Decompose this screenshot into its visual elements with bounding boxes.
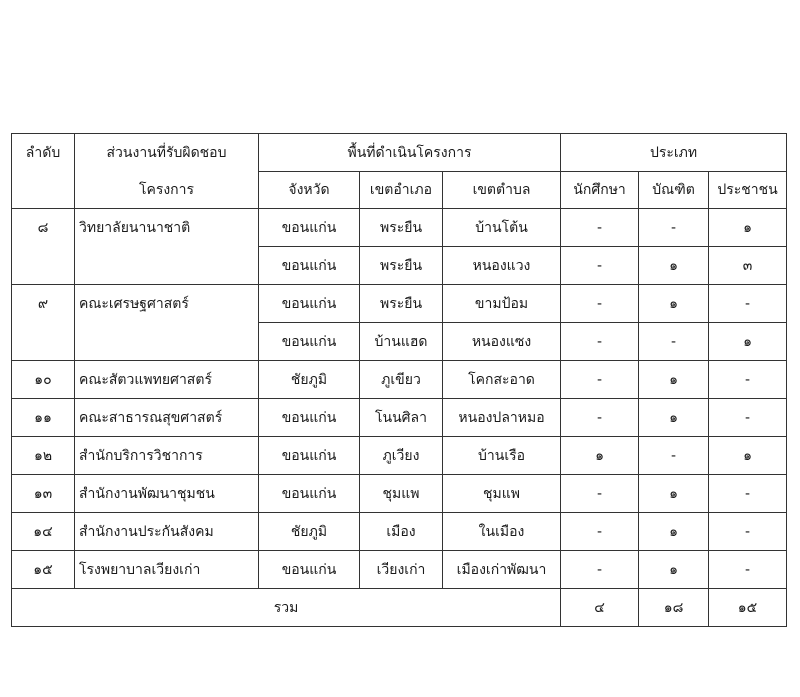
row-graduate: ๑ <box>639 247 709 285</box>
row-public: - <box>709 285 787 323</box>
header-area: พื้นที่ดำเนินโครงการ <box>259 134 561 172</box>
row-public: ๓ <box>709 247 787 285</box>
row-district: เวียงเก่า <box>360 551 443 589</box>
row-district: โนนศิลา <box>360 399 443 437</box>
row-no <box>12 323 75 361</box>
row-province: ขอนแก่น <box>259 323 360 361</box>
header-public: ประชาชน <box>709 172 787 209</box>
row-student: - <box>561 361 639 399</box>
header-order: ลำดับ <box>12 134 75 172</box>
row-student: - <box>561 551 639 589</box>
row-district: พระยืน <box>360 247 443 285</box>
total-graduate: ๑๘ <box>639 589 709 627</box>
table-row <box>12 285 787 323</box>
total-label: รวม <box>12 589 561 627</box>
row-district: ภูเขียว <box>360 361 443 399</box>
row-graduate: ๑ <box>639 513 709 551</box>
row-subdistrict: บ้านโต้น <box>443 209 561 247</box>
row-student: - <box>561 285 639 323</box>
header-unit-line1: ส่วนงานที่รับผิดชอบ <box>75 134 259 172</box>
row-public: ๑ <box>709 437 787 475</box>
row-student: - <box>561 209 639 247</box>
row-public: - <box>709 475 787 513</box>
header-row-2 <box>12 172 787 209</box>
row-subdistrict: บ้านเรือ <box>443 437 561 475</box>
row-graduate: - <box>639 209 709 247</box>
row-student: - <box>561 513 639 551</box>
total-student: ๔ <box>561 589 639 627</box>
row-unit: คณะเศรษฐศาสตร์ <box>75 285 259 323</box>
row-unit <box>75 247 259 285</box>
row-no: ๑๒ <box>12 437 75 475</box>
header-type: ประเภท <box>561 134 787 172</box>
row-graduate: - <box>639 323 709 361</box>
row-public: - <box>709 551 787 589</box>
row-unit: สำนักบริการวิชาการ <box>75 437 259 475</box>
row-subdistrict: ชุมแพ <box>443 475 561 513</box>
row-subdistrict: หนองปลาหมอ <box>443 399 561 437</box>
row-no: ๑๑ <box>12 399 75 437</box>
table-row <box>12 247 787 285</box>
row-subdistrict: หนองแวง <box>443 247 561 285</box>
row-student: - <box>561 399 639 437</box>
row-district: บ้านแฮด <box>360 323 443 361</box>
table-row <box>12 399 787 437</box>
row-student: - <box>561 247 639 285</box>
table-row <box>12 513 787 551</box>
row-public: ๑ <box>709 323 787 361</box>
row-unit: คณะสัตวแพทยศาสตร์ <box>75 361 259 399</box>
row-unit: สำนักงานประกันสังคม <box>75 513 259 551</box>
total-public: ๑๕ <box>709 589 787 627</box>
row-district: พระยืน <box>360 209 443 247</box>
row-no <box>12 247 75 285</box>
row-subdistrict: เมืองเก่าพัฒนา <box>443 551 561 589</box>
row-province: ขอนแก่น <box>259 285 360 323</box>
row-district: เมือง <box>360 513 443 551</box>
row-graduate: ๑ <box>639 551 709 589</box>
row-no: ๑๔ <box>12 513 75 551</box>
row-province: ชัยภูมิ <box>259 513 360 551</box>
row-graduate: ๑ <box>639 361 709 399</box>
row-province: ขอนแก่น <box>259 437 360 475</box>
row-subdistrict: หนองแซง <box>443 323 561 361</box>
header-order-spacer <box>12 172 75 209</box>
header-district: เขตอำเภอ <box>360 172 443 209</box>
header-row-1 <box>12 134 787 172</box>
row-province: ขอนแก่น <box>259 475 360 513</box>
row-public: - <box>709 361 787 399</box>
row-no: ๘ <box>12 209 75 247</box>
row-subdistrict: ขามป้อม <box>443 285 561 323</box>
header-student: นักศึกษา <box>561 172 639 209</box>
row-public: - <box>709 399 787 437</box>
row-subdistrict: โคกสะอาด <box>443 361 561 399</box>
row-unit: โรงพยาบาลเวียงเก่า <box>75 551 259 589</box>
row-public: - <box>709 513 787 551</box>
row-unit: วิทยาลัยนานาชาติ <box>75 209 259 247</box>
table-row <box>12 323 787 361</box>
row-province: ขอนแก่น <box>259 551 360 589</box>
row-student: ๑ <box>561 437 639 475</box>
row-district: ภูเวียง <box>360 437 443 475</box>
row-unit: คณะสาธารณสุขศาสตร์ <box>75 399 259 437</box>
row-graduate: ๑ <box>639 399 709 437</box>
header-province: จังหวัด <box>259 172 360 209</box>
table-row <box>12 437 787 475</box>
row-graduate: ๑ <box>639 475 709 513</box>
row-graduate: - <box>639 437 709 475</box>
project-table <box>11 133 787 627</box>
table-row <box>12 475 787 513</box>
table-row <box>12 551 787 589</box>
row-student: - <box>561 323 639 361</box>
row-province: ขอนแก่น <box>259 399 360 437</box>
row-no: ๑๐ <box>12 361 75 399</box>
row-province: ชัยภูมิ <box>259 361 360 399</box>
row-province: ขอนแก่น <box>259 209 360 247</box>
table-row <box>12 361 787 399</box>
row-student: - <box>561 475 639 513</box>
row-province: ขอนแก่น <box>259 247 360 285</box>
total-row <box>12 589 787 627</box>
row-no: ๑๕ <box>12 551 75 589</box>
row-district: พระยืน <box>360 285 443 323</box>
row-no: ๑๓ <box>12 475 75 513</box>
row-subdistrict: ในเมือง <box>443 513 561 551</box>
header-unit-line2: โครงการ <box>75 172 259 209</box>
row-district: ชุมแพ <box>360 475 443 513</box>
table-row <box>12 209 787 247</box>
row-unit: สำนักงานพัฒนาชุมชน <box>75 475 259 513</box>
row-public: ๑ <box>709 209 787 247</box>
header-subdistrict: เขตตำบล <box>443 172 561 209</box>
row-unit <box>75 323 259 361</box>
row-graduate: ๑ <box>639 285 709 323</box>
row-no: ๙ <box>12 285 75 323</box>
header-graduate: บัณฑิต <box>639 172 709 209</box>
